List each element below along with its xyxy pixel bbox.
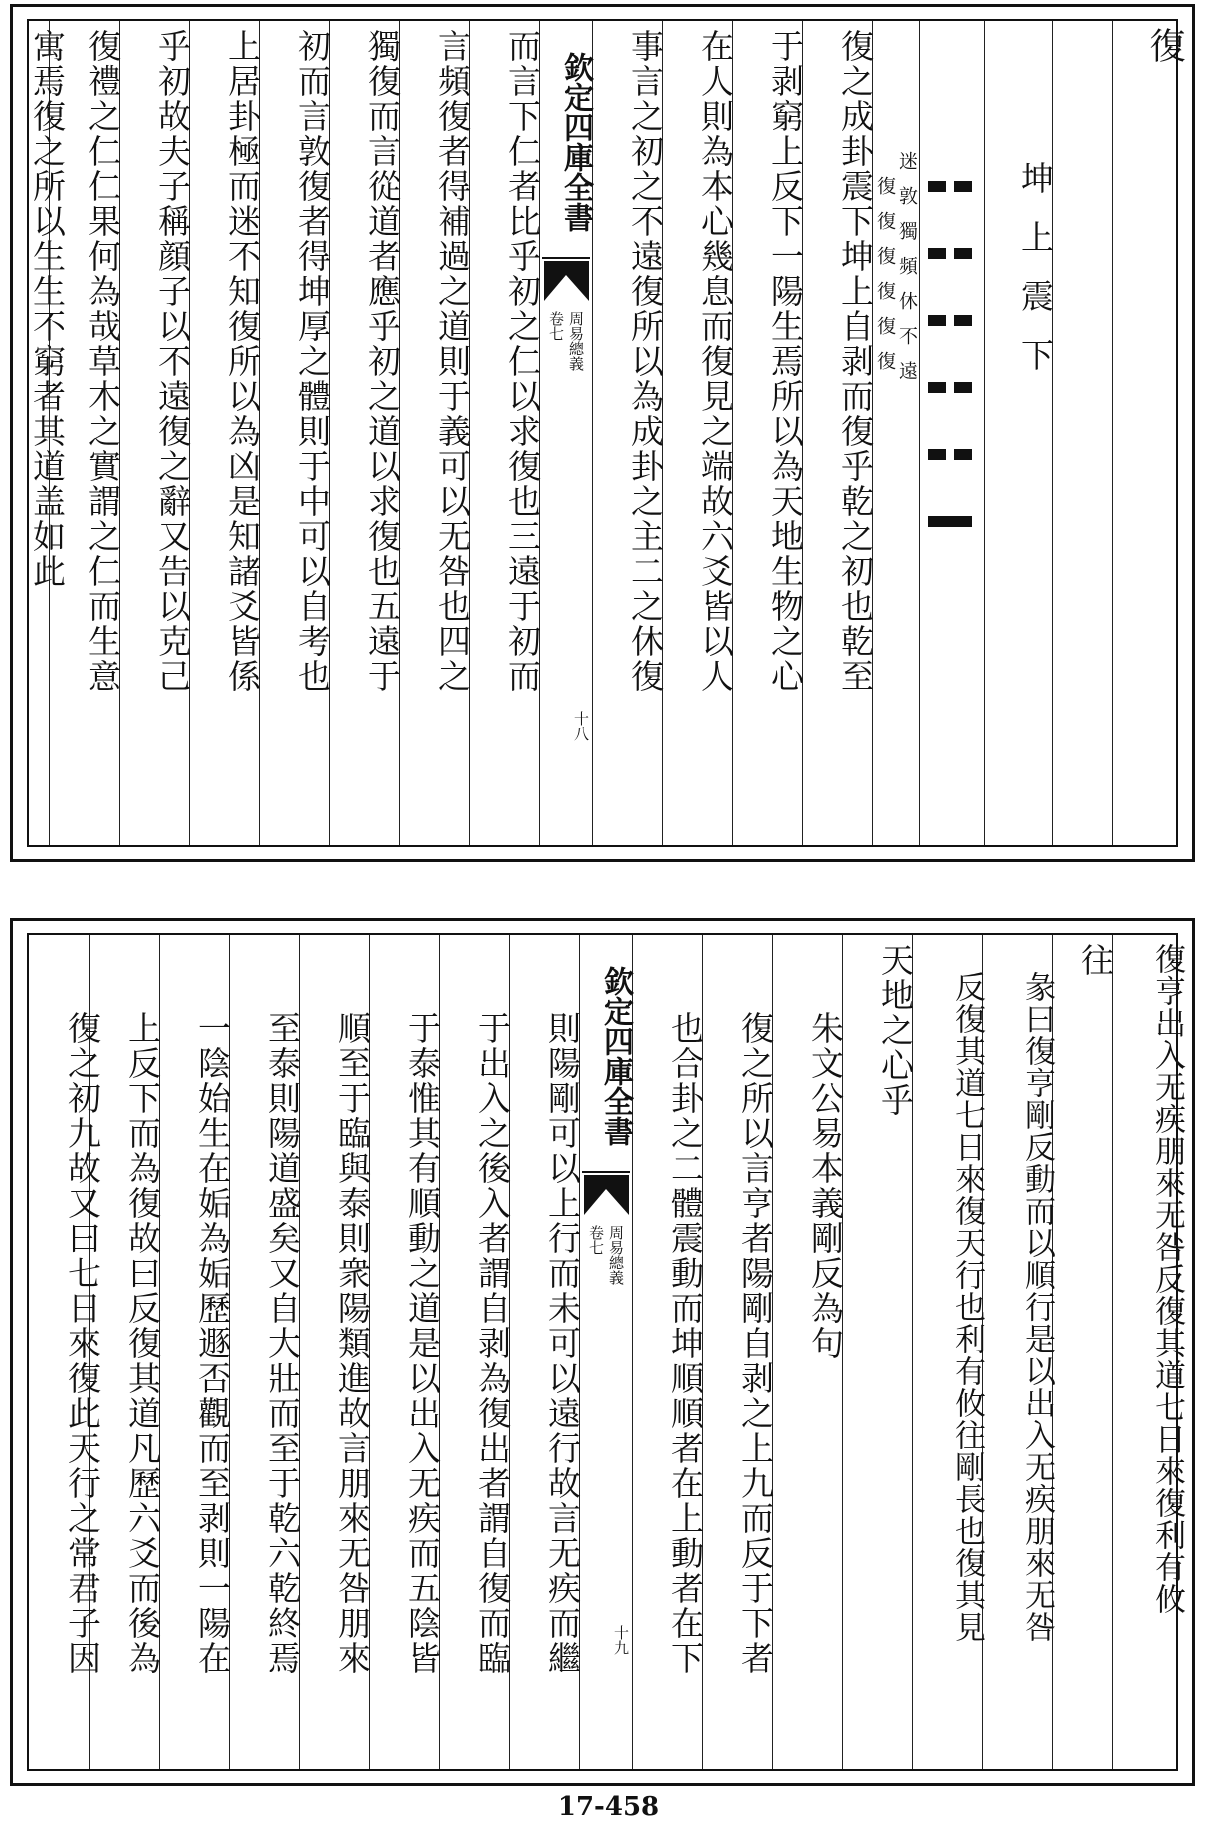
text-column	[119, 21, 192, 845]
footer-page-number: 17-458	[557, 1792, 660, 1822]
trigram-label: 坤上震下	[1016, 161, 1055, 397]
bottom-page	[10, 918, 1195, 1786]
column-text: 獨復而言從道者應乎初之道以求復也五遠于	[363, 29, 402, 694]
column-text: 上居卦極而迷不知復所以為凶是知諸爻皆係	[223, 29, 262, 694]
yin-line	[954, 248, 972, 259]
text-column	[772, 935, 845, 1769]
text-column	[1052, 935, 1115, 1769]
banner-page-number: 十九	[612, 1625, 630, 1655]
yang-line	[928, 516, 972, 527]
column-text: 復之成卦震下坤上自剥而復乎乾之初也乾至	[836, 29, 875, 694]
text-column	[0, 21, 67, 845]
banner-page-number: 十八	[572, 711, 590, 741]
column-text: 也合卦之二體震動而坤順順者在上動者在下	[666, 1011, 705, 1676]
text-column	[592, 21, 665, 845]
yin-line	[954, 181, 972, 192]
text-column	[159, 935, 232, 1769]
center-banner	[539, 21, 592, 845]
yin-line	[928, 382, 946, 393]
yin-line	[928, 449, 946, 460]
text-column	[229, 935, 302, 1769]
column-text: 復之初九故又曰七日來復此天行之常君子因	[63, 1011, 102, 1676]
column-text: 乎初故夫子稱顔子以不遠復之辭又告以克己	[153, 29, 192, 694]
text-column	[662, 21, 735, 845]
top-page-frame	[27, 19, 1185, 847]
hexagram-name: 復	[1144, 27, 1185, 65]
banner-title: 欽定四庫全書	[542, 27, 590, 259]
column-text: 寓焉復之所以生生不窮者其道盖如此	[28, 29, 67, 589]
fish-tail-icon	[544, 261, 589, 301]
text-column	[259, 21, 332, 845]
column-text: 事言之初之不遠復所以為成卦之主二之休復	[626, 29, 665, 694]
column-text: 于泰惟其有順動之道是以出入无疾而五陰皆	[403, 1011, 442, 1676]
text-column	[702, 935, 775, 1769]
empty-column	[1052, 21, 1112, 845]
text-column	[732, 21, 805, 845]
text-column	[299, 935, 372, 1769]
yin-line	[954, 315, 972, 326]
column-text: 復亨出入无疾朋來无咎反復其道七日來復利有攸	[1149, 943, 1185, 1615]
fish-tail-icon	[584, 1175, 629, 1215]
yin-line	[928, 248, 946, 259]
column-text: 上反下而為復故曰反復其道凡歷六爻而後為	[123, 1011, 162, 1676]
banner-volume-b: 卷七	[547, 311, 565, 341]
line-names-b: 復復復復復復	[874, 176, 896, 386]
column-text: 在人則為本心幾息而復見之端故六爻皆以人	[696, 29, 735, 694]
column-text: 彖曰復亨剛反動而以順行是以出入无疾朋來无咎	[1019, 971, 1055, 1643]
column-text: 復之所以言亨者陽剛自剥之上九而反于下者	[736, 1011, 775, 1676]
text-column	[982, 935, 1055, 1769]
column-text: 初而言敦復者得坤厚之體則于中可以自考也	[293, 29, 332, 694]
text-column	[369, 935, 442, 1769]
text-column	[399, 21, 472, 845]
text-column	[632, 935, 705, 1769]
text-column	[469, 21, 542, 845]
column-text: 朱文公易本義剛反為句	[806, 1011, 845, 1361]
column-text: 至泰則陽道盛矣又自大壯而至于乾六乾終焉	[263, 1011, 302, 1676]
text-column	[189, 21, 262, 845]
text-column	[912, 935, 985, 1769]
column-text: 往	[1076, 943, 1115, 978]
line-names-a: 迷敦獨頻休不遠	[896, 151, 918, 396]
yin-line	[928, 181, 946, 192]
bottom-page-frame	[27, 933, 1185, 1771]
hexagram-name-column	[1112, 21, 1185, 845]
line-names-column	[872, 21, 919, 845]
column-text: 天地之心乎	[876, 943, 915, 1118]
banner-title: 欽定四庫全書	[582, 941, 630, 1173]
hexagram-lines-column	[919, 21, 984, 845]
text-column	[329, 21, 402, 845]
column-text: 則陽剛可以上行而未可以遠行故言无疾而繼	[543, 1011, 582, 1676]
text-column	[439, 935, 512, 1769]
top-page	[10, 4, 1195, 862]
text-column	[19, 935, 102, 1769]
yin-line	[954, 382, 972, 393]
column-text: 而言下仁者比乎初之仁以求復也三遠于初而	[503, 29, 542, 694]
yin-line	[928, 315, 946, 326]
column-text: 一陰始生在姤為姤歷遯否觀而至剥則一陽在	[193, 1011, 232, 1676]
column-text: 復禮之仁仁果何為哉草木之實謂之仁而生意	[83, 29, 122, 694]
column-text: 順至于臨與泰則衆陽類進故言朋來无咎朋來	[333, 1011, 372, 1676]
column-text: 于剥窮上反下一陽生焉所以為天地生物之心	[766, 29, 805, 694]
column-text: 反復其道七日來復天行也利有攸往剛長也復其見	[949, 971, 985, 1643]
banner-volume-a: 周易總義	[567, 311, 585, 371]
text-column	[1112, 935, 1185, 1769]
column-text: 于出入之後入者謂自剥為復出者謂自復而臨	[473, 1011, 512, 1676]
yin-line	[954, 449, 972, 460]
banner-volume-a: 周易總義	[607, 1225, 625, 1285]
banner-volume-b: 卷七	[587, 1225, 605, 1255]
column-text: 言頻復者得補過之道則于義可以无咎也四之	[433, 29, 472, 694]
text-column	[842, 935, 915, 1769]
center-banner	[579, 935, 632, 1769]
text-column	[802, 21, 875, 845]
trigram-column	[984, 21, 1055, 845]
text-column	[509, 935, 582, 1769]
